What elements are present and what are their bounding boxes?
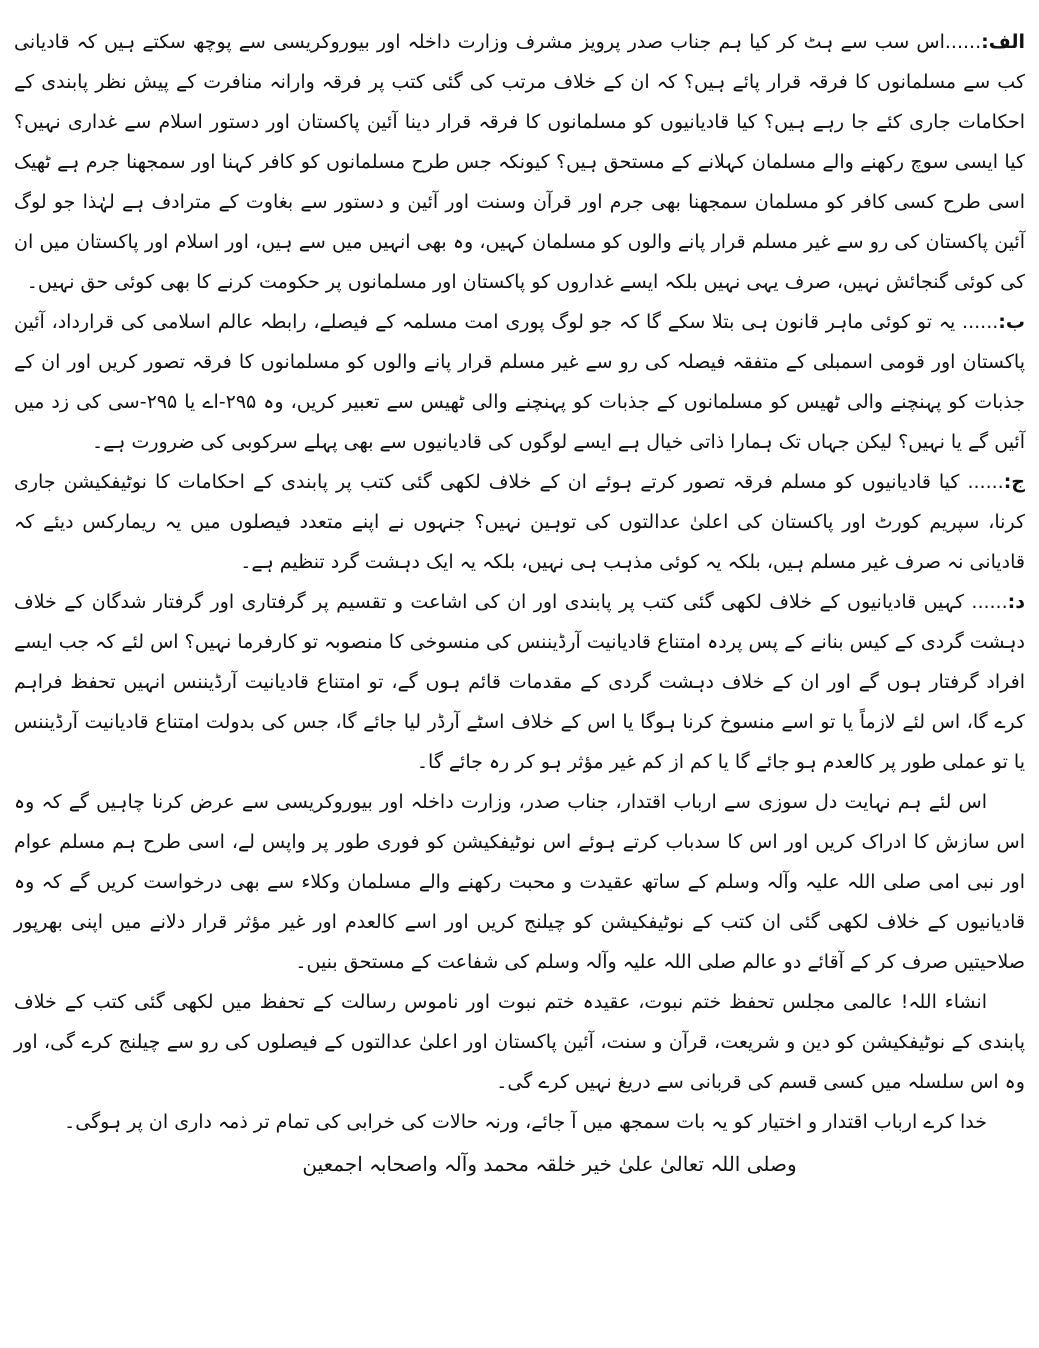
closing-salutation: وصلی اللہ تعالیٰ علیٰ خیر خلقہ محمد وآلہ واصحابہ اجمعین <box>302 1152 797 1176</box>
paragraph-resolve <box>14 982 1025 1102</box>
paragraph-marker: د: <box>1007 591 1025 613</box>
paragraph-prayer <box>14 1102 1025 1142</box>
paragraph-text: انشاء اللہ! عالمی مجلس تحفظ ختم نبوت، عقیدہ ختم نبوت اور ناموس رسالت کے تحفظ میں لکھی گئی کتب کے خلاف پابندی کے نوٹیفکیشن کو دین و شریعت، قرآن و سنت، آئین پاکستان اور اعلیٰ عدالتوں کے فیصلوں کی رو سے چیلنج کرے گی، اور وہ اس سلسلہ میں کسی قسم کی قربانی سے دریغ نہیں کرے گی۔ <box>14 991 1025 1093</box>
paragraph-text: ...... کیا قادیانیوں کو مسلم فرقہ تصور کرتے ہوئے ان کے خلاف لکھی گئی کتب پر پابندی کے احکامات کا نوٹیفکیشن جاری کرنا، سپریم کورٹ اور پاکستان کی اعلیٰ عدالتوں کی توہین نہیں؟ جنہوں نے اپنے متعدد فیصلوں میں یہ ریمارکس دیئے کہ قادیانی نہ صرف غیر مسلم ہیں، بلکہ یہ کوئی مذہب ہی نہیں، بلکہ یہ ایک دہشت گرد تنظیم ہے۔ <box>14 471 1025 573</box>
paragraph-appeal <box>14 782 1025 982</box>
paragraph-marker: ب: <box>998 311 1025 333</box>
paragraph-be <box>14 302 1025 462</box>
paragraph-alif <box>14 22 1025 302</box>
paragraph-text: ......اس سب سے ہٹ کر کیا ہم جناب صدر پرویز مشرف وزارت داخلہ اور بیوروکریسی سے پوچھ سکتے ہیں کہ قادیانی کب سے مسلمانوں کا فرقہ قرار پائے ہیں؟ کہ ان کے خلاف مرتب کی گئی کتب پر فرقہ وارانہ منافرت کے پیش نظر پابندی کے احکامات جاری کئے جا رہے ہیں؟ کیا قادیانیوں کو مسلمانوں کا فرقہ قرار دینا آئین پاکستان اور دستور اسلام سے غداری نہیں؟ کیا ایسی سوچ رکھنے والے مسلمان کہلانے کے مستحق ہیں؟ کیونکہ جس طرح مسلمانوں کو کافر کہنا اور سمجھنا جرم ہے ٹھیک اسی طرح کسی کافر کو مسلمان سمجھنا بھی جرم اور قرآن وسنت اور آئین و دستور سے بغاوت کے مترادف ہے لہٰذا جو لوگ آئین پاکستان کی رو سے غیر مسلم قرار پانے والوں کو مسلمان کہیں، وہ بھی انہیں میں سے ہیں، اور اسلام اور پاکستان میں ان کی کوئی گنجائش نہیں، صرف یہی نہیں بلکہ ایسے غداروں کو پاکستان اور مسلمانوں پر حکومت کرنے کا بھی کوئی حق نہیں۔ <box>14 31 1025 293</box>
paragraph-text: ...... یہ تو کوئی ماہر قانون ہی بتلا سکے گا کہ جو لوگ پوری امت مسلمہ کے فیصلے، رابطہ عالم اسلامی کی قرارداد، آئین پاکستان اور قومی اسمبلی کے متفقہ فیصلہ کی رو سے غیر مسلم قرار پانے والوں کو مسلمانوں کا فرقہ تصور کریں اور ان کے جذبات کو پہنچنے والی ٹھیس کو مسلمانوں کے جذبات کو پہنچنے والی ٹھیس سے تعبیر کریں، وہ ۲۹۵-اے یا ۲۹۵-سی کی زد میں آئیں گے یا نہیں؟ لیکن جہاں تک ہمارا ذاتی خیال ہے ایسے لوگوں کی قادیانیوں سے بھی پہلے سرکوبی کی ضرورت ہے۔ <box>14 311 1025 453</box>
paragraph-marker: الف: <box>981 31 1025 53</box>
paragraph-text: خدا کرے ارباب اقتدار و اختیار کو یہ بات سمجھ میں آ جائے، ورنہ حالات کی خرابی کی تمام تر ذمہ داری ان پر ہوگی۔ <box>64 1111 987 1133</box>
paragraph-text: ...... کہیں قادیانیوں کے خلاف لکھی گئی کتب پر پابندی اور ان کی اشاعت و تقسیم پر گرفتاری اور گرفتار شدگان کے خلاف دہشت گردی کے کیس بنانے کے پس پردہ امتناع قادیانیت آرڈیننس کی منسوخی کا منصوبہ تو کارفرما نہیں؟ اس لئے کہ جب ایسے افراد گرفتار ہوں گے اور ان کے خلاف دہشت گردی کے مقدمات قائم ہوں گے، تو امتناع قادیانیت آرڈیننس انہیں تحفظ فراہم کرے گا، اس لئے لازماً یا تو اسے منسوخ کرنا ہوگا یا اس کے خلاف اسٹے آرڈر لیا جائے گا، جس کی بدولت امتناع قادیانیت آرڈیننس یا تو عملی طور پر کالعدم ہو جائے گا یا کم از کم غیر مؤثر ہو کر رہ جائے گا۔ <box>14 591 1026 773</box>
paragraph-jeem <box>14 462 1025 582</box>
paragraph-marker: ج: <box>1003 471 1025 493</box>
paragraph-text: اس لئے ہم نہایت دل سوزی سے ارباب اقتدار، جناب صدر، وزارت داخلہ اور بیوروکریسی سے عرض کرنا چاہیں گے کہ وہ اس سازش کا ادراک کریں اور اس کا سدباب کرتے ہوئے اس نوٹیفکیشن کو فوری طور پر واپس لے، اسی طرح ہم مسلم عوام اور نبی امی صلی اللہ علیہ وآلہ وسلم کے ساتھ عقیدت و محبت رکھنے والے مسلمان وکلاء سے بھی درخواست کریں گے کہ وہ قادیانیوں کے خلاف لکھی گئی ان کتب کے نوٹیفکیشن کو چیلنج کریں اور اسے کالعدم اور غیر مؤثر قرار دلانے میں اپنی بھرپور صلاحیتیں صرف کر کے آقائے دو عالم صلی اللہ علیہ وآلہ وسلم کی شفاعت کے مستحق بنیں۔ <box>14 791 1025 973</box>
paragraph-dal <box>14 582 1025 782</box>
